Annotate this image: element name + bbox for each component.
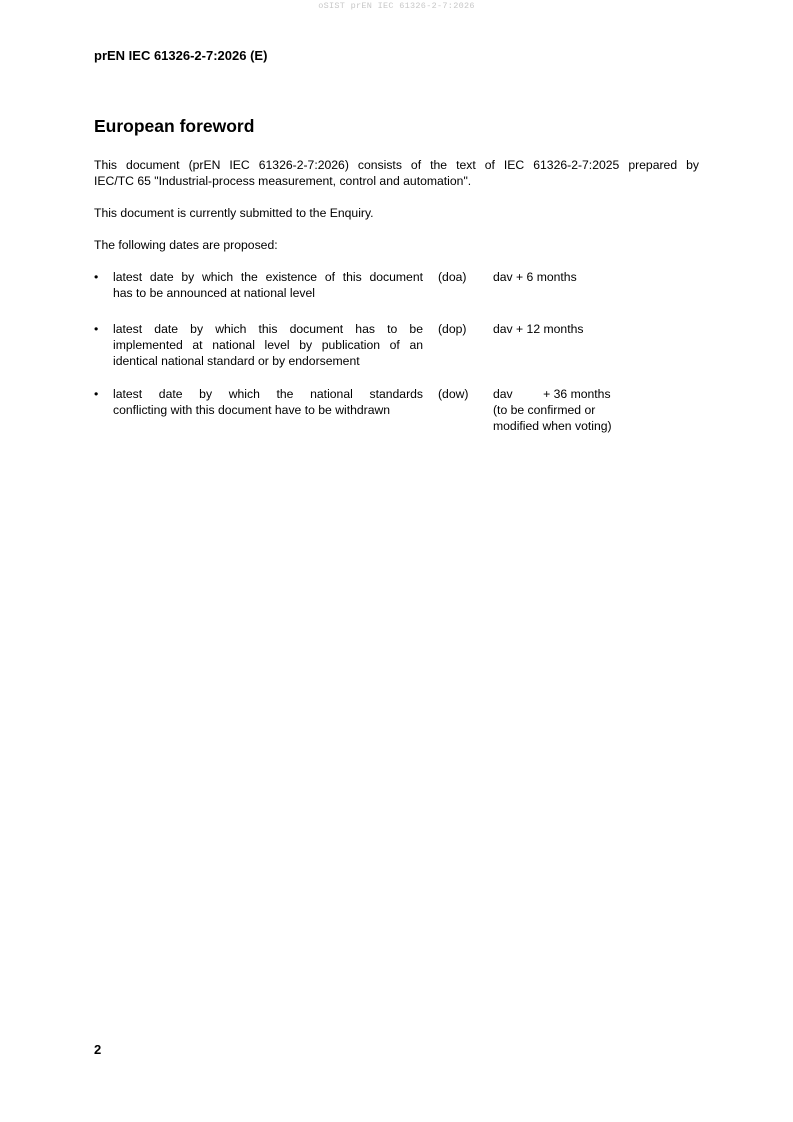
date-item-description [113, 386, 423, 418]
description-line: has to be announced at national level [113, 286, 315, 300]
date-item-code: (doa) [438, 270, 467, 284]
description-line: latest date by which the existence of this document [113, 270, 423, 284]
page-number: 2 [94, 1042, 102, 1057]
date-line: dav + 12 months [493, 322, 584, 336]
intro-paragraph-line-2: IEC/TC 65 "Industrial-process measurement, control and automation". [94, 174, 472, 188]
intro-paragraph-line-1: This document (prEN IEC 61326-2-7:2026) consists of the text of IEC 61326-2-7:2025 prepared by [94, 158, 699, 172]
date-item-description [113, 269, 423, 301]
date-item-code: (dop) [438, 322, 467, 336]
date-item-code: (dow) [438, 387, 469, 401]
description-line: latest date by which the national standards [113, 387, 423, 401]
date-item-value [493, 321, 653, 337]
bullet-icon: • [94, 387, 99, 401]
document-id-header: prEN IEC 61326-2-7:2026 (E) [94, 48, 268, 63]
date-line: (to be confirmed or [493, 403, 596, 417]
enquiry-paragraph: This document is currently submitted to the Enquiry. [94, 206, 374, 220]
description-line: identical national standard or by endorsement [113, 354, 360, 368]
date-item-description [113, 321, 423, 369]
description-line: conflicting with this document have to be withdrawn [113, 403, 391, 417]
date-item-value [493, 386, 653, 434]
description-line: implemented at national level by publication of an [113, 338, 423, 352]
date-line: modified when voting) [493, 419, 612, 433]
date-line: dav + 6 months [493, 270, 577, 284]
watermark: oSIST prEN IEC 61326-2-7:2026 [318, 1, 475, 11]
intro-paragraph [94, 157, 699, 189]
bullet-icon: • [94, 322, 99, 336]
description-line: latest date by which this document has to be [113, 322, 423, 336]
date-line: dav + 36 months [493, 387, 611, 401]
bullet-icon: • [94, 270, 99, 284]
section-title: European foreword [94, 116, 255, 136]
date-item-value [493, 269, 653, 285]
dates-intro-paragraph: The following dates are proposed: [94, 238, 278, 252]
